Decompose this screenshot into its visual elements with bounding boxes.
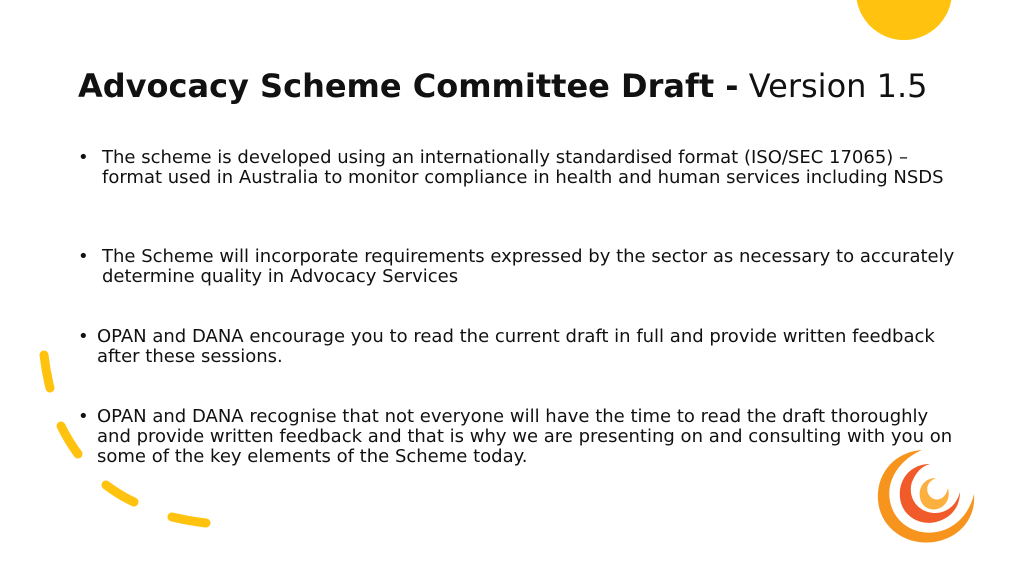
bullet-text-4: OPAN and DANA recognise that not everyone will have the time to read the draft thoroughly and provide written feedback and that is why we are presenting on and consulting with you on some of the key elements of the Scheme today. [97, 406, 953, 467]
dashed-arc-shape [0, 330, 240, 560]
bullet-dot: • [78, 326, 89, 347]
bullet-item-1 [78, 148, 958, 188]
bullet-text-3: OPAN and DANA encourage you to read the current draft in full and provide written feedback after these sessions. [97, 326, 935, 367]
bullet-dot: • [78, 147, 89, 168]
bullet-dot: • [78, 406, 89, 427]
yellow-semicircle-shape [820, 0, 980, 50]
slide-title-version: Version 1.5 [738, 67, 928, 105]
bullet-item-2 [78, 247, 958, 287]
swirl-logo-icon [872, 446, 982, 548]
bullet-dot: • [78, 246, 89, 267]
slide-title [78, 64, 927, 108]
slide-title-bold: Advocacy Scheme Committee Draft - [78, 67, 739, 105]
bullet-text-1: The scheme is developed using an internationally standardised format (ISO/SEC 17065) – format used in Australia to monitor compliance in health and human services including NSDS [102, 147, 944, 188]
bullet-text-2: The Scheme will incorporate requirements expressed by the sector as necessary to accurately determine quality in Advocacy Services [102, 246, 955, 287]
